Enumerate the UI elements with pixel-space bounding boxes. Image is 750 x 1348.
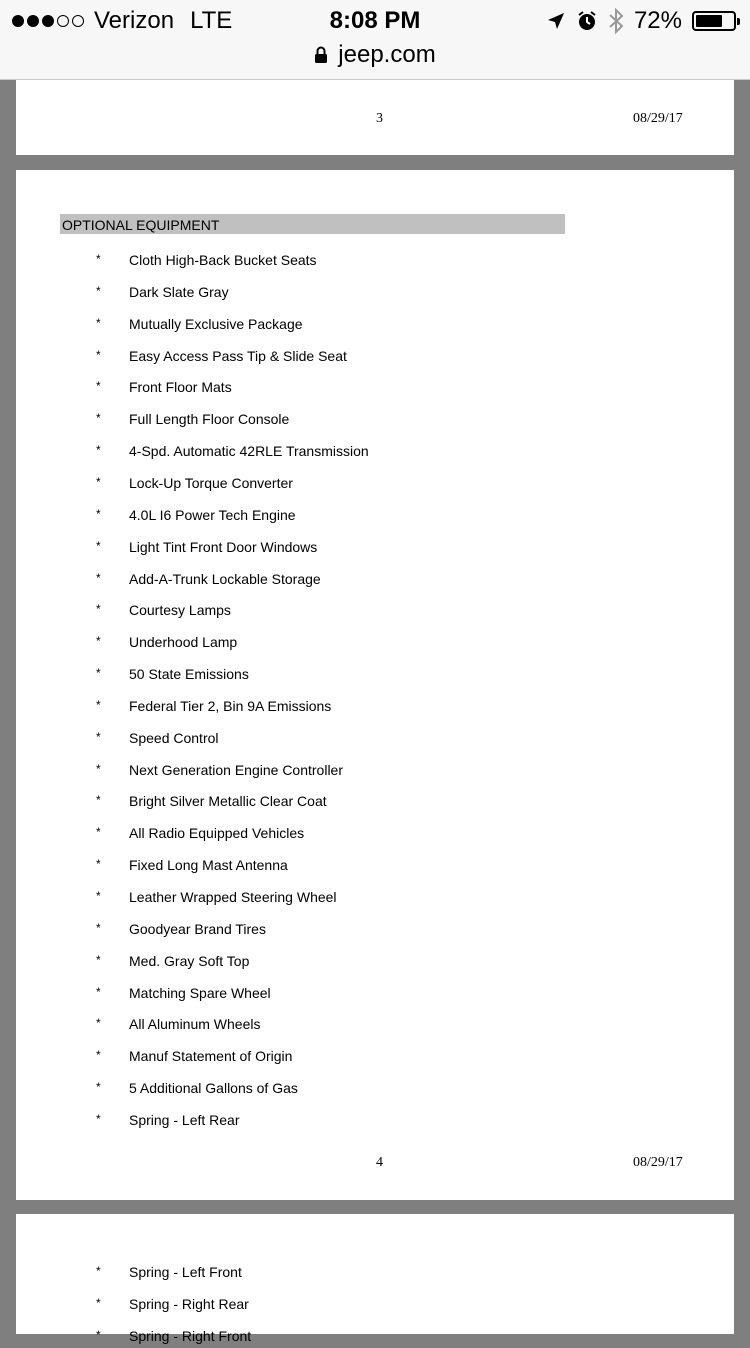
page-date: 08/29/17 <box>633 111 683 126</box>
list-item <box>16 921 734 941</box>
bullet-marker: * <box>96 1264 101 1278</box>
bullet-marker: * <box>96 1296 101 1310</box>
bluetooth-icon <box>608 8 624 34</box>
list-item <box>16 602 734 622</box>
location-arrow-icon <box>546 11 566 31</box>
list-item-text: Front Floor Mats <box>129 379 232 396</box>
bullet-marker: * <box>96 729 101 744</box>
bullet-marker: * <box>96 761 101 776</box>
list-item <box>16 475 734 495</box>
list-item-text: Spring - Left Front <box>129 1264 242 1280</box>
bullet-marker: * <box>96 602 101 617</box>
status-time: 8:08 PM <box>329 7 421 34</box>
list-item-text: Easy Access Pass Tip & Slide Seat <box>129 347 347 364</box>
list-item <box>16 1328 734 1348</box>
list-item <box>16 793 734 813</box>
list-item-text: 4-Spd. Automatic 42RLE Transmission <box>129 443 369 460</box>
list-item-text: Goodyear Brand Tires <box>129 920 266 937</box>
bullet-marker: * <box>96 984 101 999</box>
bullet-marker: * <box>96 506 101 521</box>
list-item-text: 4.0L I6 Power Tech Engine <box>129 506 296 523</box>
page-number: 4 <box>376 1155 383 1170</box>
list-item <box>16 634 734 654</box>
list-item-text: Mutually Exclusive Package <box>129 315 303 332</box>
alarm-clock-icon <box>576 10 598 32</box>
list-item <box>16 1048 734 1068</box>
status-right <box>546 6 736 36</box>
bullet-marker: * <box>96 443 101 458</box>
list-item-text: Speed Control <box>129 729 219 746</box>
bullet-marker: * <box>96 857 101 872</box>
bullet-marker: * <box>96 1016 101 1031</box>
list-item-text: All Radio Equipped Vehicles <box>129 825 305 842</box>
bullet-marker: * <box>96 952 101 967</box>
bullet-marker: * <box>96 252 101 266</box>
browser-top-bar <box>0 0 750 80</box>
list-item <box>16 443 734 463</box>
bullet-marker: * <box>96 889 101 903</box>
list-item <box>16 284 734 304</box>
list-item <box>16 348 734 368</box>
list-item-text: 50 State Emissions <box>129 666 249 683</box>
list-item-text: Spring - Right Front <box>129 1328 252 1344</box>
bullet-marker: * <box>96 474 101 489</box>
list-item-text: Federal Tier 2, Bin 9A Emissions <box>129 697 332 714</box>
list-item <box>16 316 734 336</box>
list-item <box>16 953 734 973</box>
list-item-text: Light Tint Front Door Windows <box>129 538 318 555</box>
list-item-text: 5 Additional Gallons of Gas <box>129 1080 298 1097</box>
list-item <box>16 1080 734 1100</box>
list-item <box>16 1296 734 1316</box>
battery-percent: 72% <box>633 7 682 34</box>
carrier-name: Verizon <box>94 7 175 34</box>
section-header-optional-equipment: OPTIONAL EQUIPMENT <box>60 214 565 234</box>
list-item <box>16 507 734 527</box>
page-date: 08/29/17 <box>633 1155 683 1170</box>
battery-level <box>696 15 722 27</box>
document-page-5 <box>16 1214 734 1344</box>
list-item-text: Dark Slate Gray <box>129 283 229 300</box>
bullet-marker: * <box>96 634 101 649</box>
list-item-text: Leather Wrapped Steering Wheel <box>129 889 337 905</box>
bullet-marker: * <box>96 1111 101 1126</box>
list-item-text: All Aluminum Wheels <box>129 1016 261 1033</box>
bullet-marker: * <box>96 347 101 362</box>
list-item-text: Med. Gray Soft Top <box>129 952 250 969</box>
document-page-4 <box>16 170 734 1200</box>
list-item-text: Add-A-Trunk Lockable Storage <box>129 570 321 587</box>
list-item <box>16 762 734 782</box>
list-item <box>16 539 734 559</box>
list-item <box>16 379 734 399</box>
list-item <box>16 1112 734 1132</box>
page-number: 3 <box>376 111 383 126</box>
bullet-marker: * <box>96 1048 101 1063</box>
list-item <box>16 985 734 1005</box>
bullet-marker: * <box>96 379 101 394</box>
network-type: LTE <box>190 7 233 34</box>
list-item <box>16 698 734 718</box>
list-item <box>16 571 734 591</box>
battery-icon <box>692 11 736 31</box>
list-item-text: Fixed Long Mast Antenna <box>129 857 288 874</box>
list-item <box>16 666 734 686</box>
bullet-marker: * <box>96 1328 101 1342</box>
list-item-text: Lock-Up Torque Converter <box>129 474 293 491</box>
lock-icon <box>314 46 328 64</box>
list-item <box>16 730 734 750</box>
list-item-text: Spring - Left Rear <box>129 1111 240 1128</box>
bullet-marker: * <box>96 793 101 808</box>
url-bar[interactable] <box>0 40 750 70</box>
list-item-text: Courtesy Lamps <box>129 602 231 619</box>
bullet-marker: * <box>96 920 101 935</box>
bullet-marker: * <box>96 411 101 426</box>
bullet-marker: * <box>96 570 101 585</box>
list-item-text: Cloth High-Back Bucket Seats <box>129 252 317 268</box>
list-item <box>16 1264 734 1284</box>
list-item-text: Bright Silver Metallic Clear Coat <box>129 793 327 810</box>
list-item <box>16 1016 734 1036</box>
list-item <box>16 411 734 431</box>
list-item-text: Full Length Floor Console <box>129 411 290 428</box>
list-item-text: Matching Spare Wheel <box>129 984 271 1001</box>
bullet-marker: * <box>96 538 101 553</box>
list-item <box>16 825 734 845</box>
list-item-text: Manuf Statement of Origin <box>129 1048 293 1065</box>
list-item-text: Spring - Right Rear <box>129 1296 249 1312</box>
list-item-text: Underhood Lamp <box>129 634 238 651</box>
bullet-marker: * <box>96 1080 101 1095</box>
document-page-3 <box>16 80 734 155</box>
list-item <box>16 889 734 909</box>
bullet-marker: * <box>96 283 101 298</box>
bullet-marker: * <box>96 825 101 840</box>
bullet-marker: * <box>96 666 101 681</box>
list-item <box>16 252 734 272</box>
bullet-marker: * <box>96 697 101 712</box>
url-text: jeep.com <box>338 41 436 68</box>
list-item-text: Next Generation Engine Controller <box>129 761 344 778</box>
bullet-marker: * <box>96 315 101 330</box>
list-item <box>16 857 734 877</box>
